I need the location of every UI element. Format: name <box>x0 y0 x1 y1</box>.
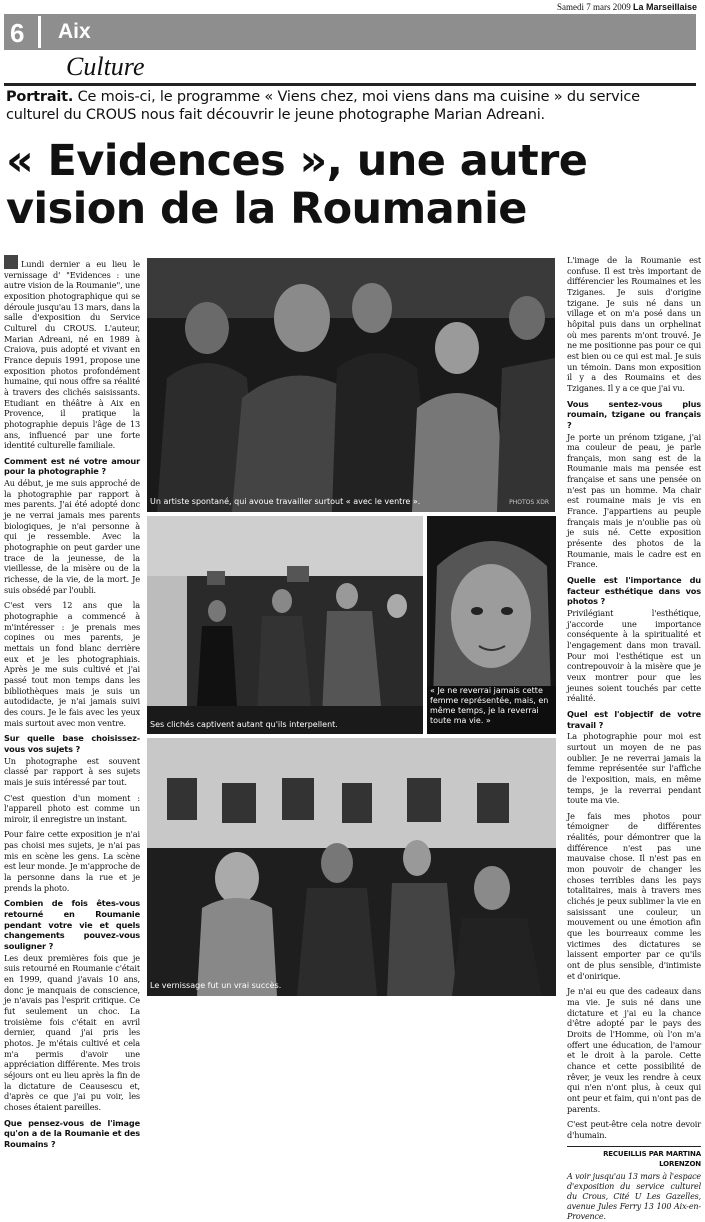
question: Sur quelle base choisissez-vous vos sujets ? <box>4 733 140 754</box>
dateline: Samedi 7 mars 2009 La Marseillaise <box>556 2 697 12</box>
standfirst-text: Ce mois-ci, le programme « Viens chez, moi viens dans ma cuisine » du service culturel du CROUS nous fait découvrir le jeune photographe Marian Adreani. <box>6 89 640 123</box>
answer: L'image de la Roumanie est confuse. Il est très important de différencier les Roumaines et les Tziganes. Je suis d'origine tzigane. Je suis né dans un village et on m'a posé dans un hôpital puis dans un orphelinat où mes parents m'ont trouvé. Je ne me positionne pas pour ce qui est bien ou ce qui est mal. Je suis un témoin. Dans mon exposition il y a des Roumains et des Tziganes. Il y a ce que j'ai vu. <box>567 255 701 393</box>
answer: Un photographe est souvent classé par rapport à ses sujets mais je suis intéressé par tout. <box>4 755 140 787</box>
answer: C'est question d'un moment : l'appareil photo est comme un miroir, il enregistre un instant. <box>4 792 140 824</box>
standfirst <box>6 88 696 124</box>
answer: Je fais mes photos pour témoigner de différentes réalités, pour démontrer que la différence n'est pas une mauvaise chose. Il n'est pas en mon pouvoir de changer les choses terribles dans les pays totalitaires, mais à travers mes clichés je peux sublimer la vie en saisissant une couleur, un mouvement ou une émotion afin que les bourreaux comme les victimes des dictatures se laissent emporter par ce qu'ils ont de plus sensible, d'intimiste et d'onirique. <box>567 810 701 981</box>
section-header-bar <box>4 14 696 50</box>
answer: Je n'ai eu que des cadeaux dans ma vie. Je suis né dans une dictature et j'ai eu la chance d'être adopté par le pays des Droits de l'Homme, où l'on m'a offert une éducation, de l'amour et le droit à la parole. Cette chance et cette possibilité de rêver, je veux les rendre à ceux qui n'en n'ont plus, à ceux qui ont peur et faim, qui n'ont pas de parents. <box>567 986 701 1114</box>
photo-artist-portrait <box>147 258 555 512</box>
question: Quel est l'objectif de votre travail ? <box>567 708 701 730</box>
photo-1-image <box>147 258 555 512</box>
answer: Privilégiant l'esthétique, j'accorde une importance conséquente à la spiritualité et l'engagement dans mon travail. Pour moi l'esthétique est un contrepouvoir à la misère que je veux montrer pour que les jeunes soient touchés par cette réalité. <box>567 608 701 704</box>
rubric-title: Culture <box>66 52 145 81</box>
section-name: Aix <box>58 20 91 43</box>
headline: « Evidences », une autre vision de la Roumanie <box>6 136 588 234</box>
photo-caption: Un artiste spontané, qui avoue travailler surtout « avec le ventre ». <box>150 497 421 506</box>
answer: C'est peut-être cela notre devoir d'humain. <box>567 1119 701 1140</box>
byline-rule <box>567 1146 701 1147</box>
byline: RECUEILLIS PAR MARTINA LORENZON <box>603 1149 701 1169</box>
question: Vous sentez-vous plus roumain, tzigane ou français ? <box>567 398 701 430</box>
photo-woman-portrait <box>427 516 556 734</box>
photo-credit: PHOTOS XDR <box>509 499 549 506</box>
question: Que pensez-vous de l'image qu'on a de la Roumanie et des Roumains ? <box>4 1117 140 1149</box>
answer: Pour faire cette exposition je n'ai pas choisi mes sujets, je n'ai pas mis en scène les gens. La scène est leur monde. Je m'approche de la personne dans la rue et je prends la photo. <box>4 829 140 893</box>
photo-4-image <box>147 738 556 996</box>
question: Combien de fois êtes-vous retourné en Roumanie pendant votre vie et quels changements pouvez-vous souligner ? <box>4 898 140 952</box>
photo-caption: Ses clichés captivent autant qu'ils interpellent. <box>150 720 338 729</box>
header-divider <box>38 16 41 48</box>
lede-square-icon <box>4 255 18 269</box>
question: Comment est né votre amour pour la photographie ? <box>4 455 140 477</box>
article-column-left <box>4 255 140 1149</box>
standfirst-label: Portrait. <box>6 89 74 105</box>
photo-caption: Le vernissage fut un vrai succès. <box>150 981 282 990</box>
page-number: 6 <box>10 18 25 48</box>
photo-vernissage <box>147 738 556 996</box>
article-column-right <box>567 255 701 1221</box>
header-rule <box>4 83 696 86</box>
answer: Je porte un prénom tzigane, j'ai ma couleur de peau, je parle français, mon sang est de la Roumanie mais ma pensée est française et sans une pensée on n'est pas un homme. Ma chair est roumaine mais je vis en France. J'appartiens au peuple français mais je n'oublie pas où je suis né. Cette exposition présente des photos de la Roumanie, mais le cadre est en France. <box>567 431 701 570</box>
answer: La photographie pour moi est surtout un moyen de ne pas oublier. Je ne reverrai jamais la femme représentée sur l'affiche de l'exposition, mais, en même temps, je la reverrai pendant toute ma vie. <box>567 731 701 806</box>
exhibition-info: A voir jusqu'au 13 mars à l'espace d'exposition du service culturel du Crous, Cité U Les Gazelles, avenue Jules Ferry 13 100 Aix-en-Provence. <box>567 1171 701 1221</box>
photo-2-image <box>147 516 423 734</box>
question: Quelle est l'importance du facteur esthétique dans vos photos ? <box>567 575 701 607</box>
answer: C'est vers 12 ans que la photographie a commencé à m'intéresser : je prenais mes copines ou mes parents, je mettais un fond blanc derrière eux et je les photographiais. Après je me suis cultivé et j'ai passé tout mon temps dans les bibliothèques mais je suis un autodidacte, je n'ai jamais suivi des cours. Je le fais avec les yeux mais surtout avec mon ventre. <box>4 600 140 728</box>
answer: Les deux premières fois que je suis retourné en Roumanie c'était en 1999, quand j'avais 10 ans, donc je manquais de conscience, je n'avais pas l'esprit critique. Ce fut seulement un choc. La troisième fois c'était en avril dernier, quand j'ai pris les photos. Je m'étais cultivé et cela m'a permis d'avoir une appréciation différente. Mes trois séjours ont eu lieu après la fin de la dictature de Ceausescu et, d'après ce que j'ai pu voir, les choses étaient pareilles. <box>4 952 140 1112</box>
lede-paragraph: Lundi dernier a eu lieu le vernissage d' "Evidences : une autre vision de la Roumanie", une exposition photographique qui se déroule jusqu'au 13 mars, dans la salle d'exposition du Service Culturel du CROUS. L'auteur, Marian Adreani, né en 1989 à Craiova, puis adopté et vivant en France depuis 1991, propose une exposition photos profondément humaine, qui nous offre sa réalité à travers des clichés saisissants. Etudiant en théâtre à Aix en Provence, il pratique la photographie depuis l'âge de 13 ans, influencé par une forte identité culturelle familiale. <box>4 255 140 451</box>
newspaper-name: La Marseillaise <box>632 2 697 12</box>
photo-caption: « Je ne reverrai jamais cette femme représentée, mais, en même temps, je la reverrai toute ma vie. » <box>430 686 549 725</box>
answer: Au début, je me suis approché de la photographie par rapport à mes parents. J'ai été adopté donc je ne verrai jamais mes parents biologiques, je n'ai personne à qui je ressemble. Avec la photographie on peut garder une trace de la jeunesse, de la vieillesse, de la misère ou de la richesse, de la vie, de la mort. Je suis obsédé par l'oubli. <box>4 478 140 595</box>
photo-gallery-visitors <box>147 516 423 734</box>
